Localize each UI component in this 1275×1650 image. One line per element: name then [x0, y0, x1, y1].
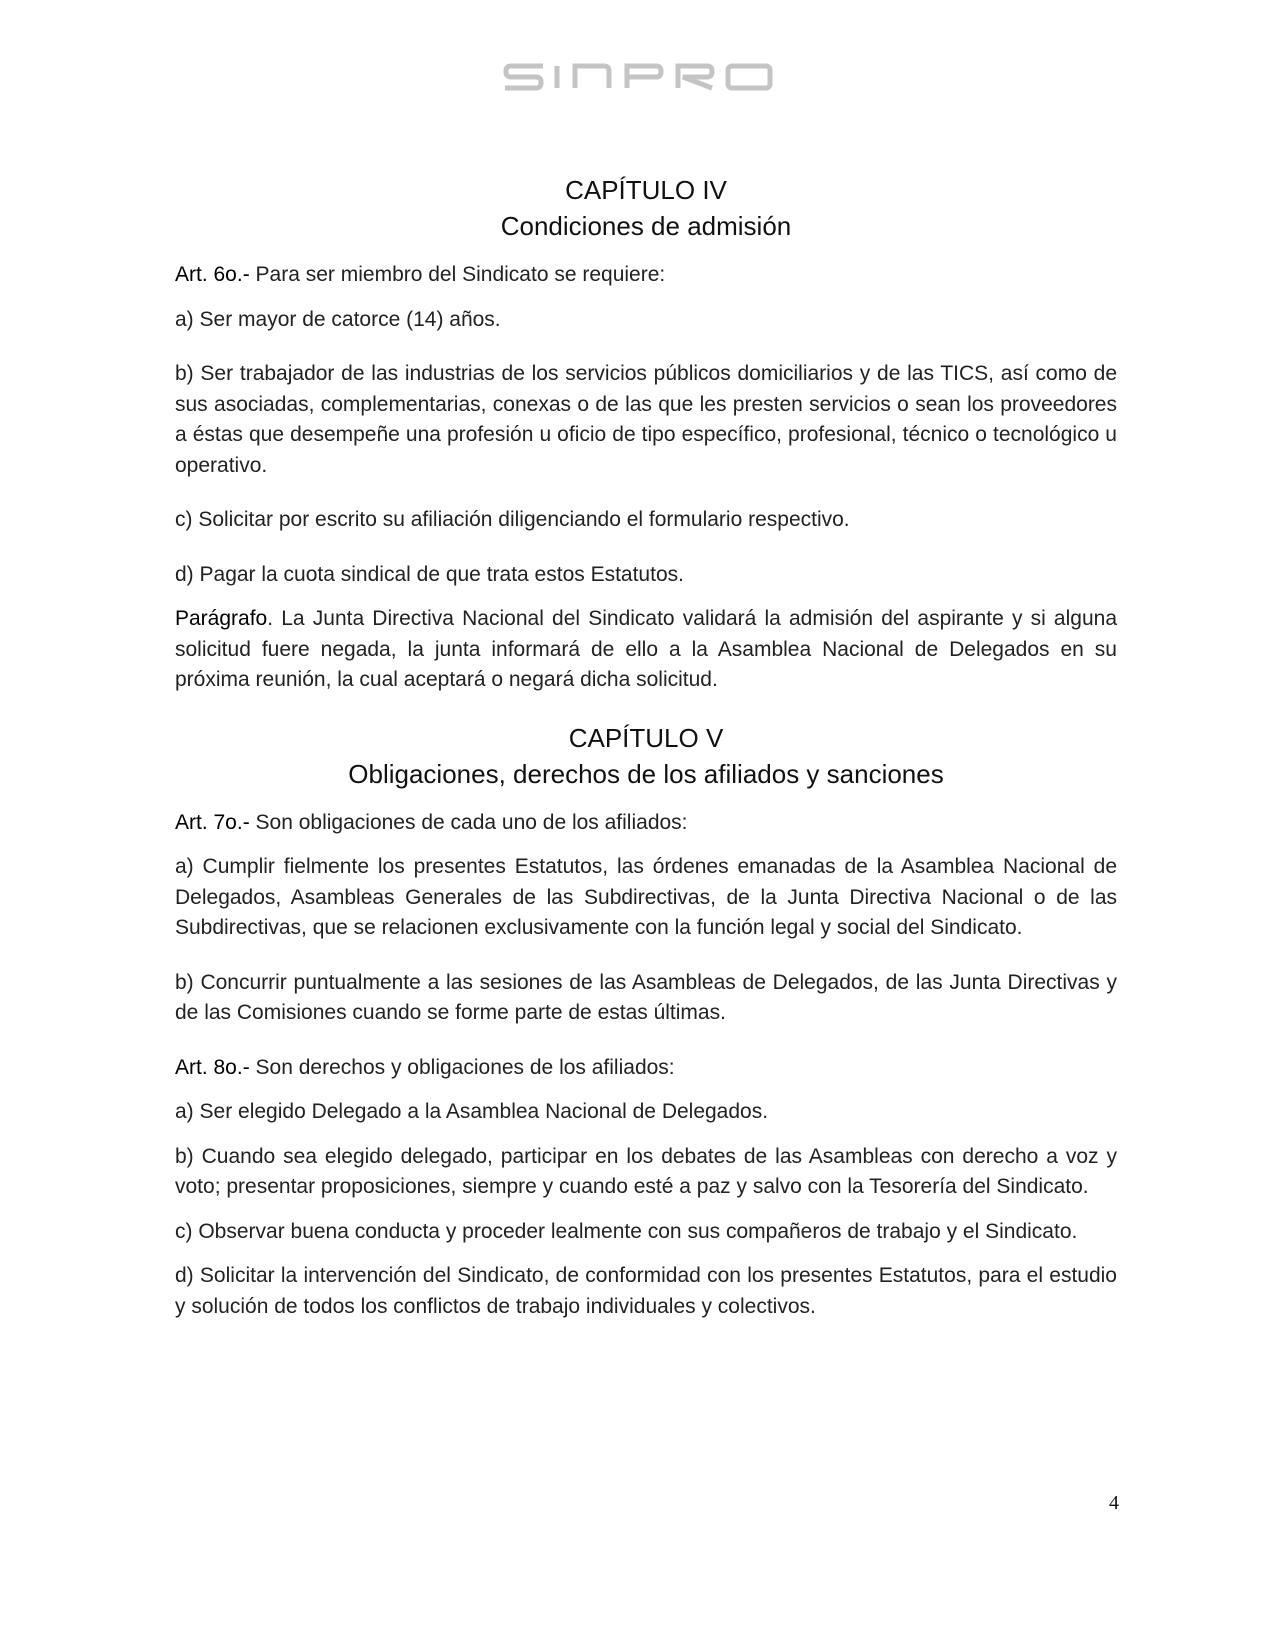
article-8-item-b: b) Cuando sea elegido delegado, participar en los debates de las Asambleas con derecho a voz y voto; presentar proposiciones, siempre y cuando esté a paz y salvo con la Tesorería del Sindicato.	[175, 1144, 1117, 1198]
article-7-text: Son obligaciones de cada uno de los afiliados:	[249, 810, 688, 834]
article-8-item-a: a) Ser elegido Delegado a la Asamblea Nacional de Delegados.	[175, 1100, 769, 1123]
document-body	[175, 172, 1117, 1336]
chapter-4-title: CAPÍTULO IV	[565, 175, 727, 205]
sinpro-logo-mark	[503, 62, 773, 92]
chapter-5-heading	[175, 720, 1117, 792]
article-6-label: Art. 6o.-	[175, 263, 250, 286]
article-8-item-d: d) Solicitar la intervención del Sindicato, de conformidad con los presentes Estatutos, para el estudio y solución de todos los conflictos de trabajo individuales y colectivos.	[175, 1264, 1117, 1318]
article-8-intro	[175, 1053, 1117, 1084]
article-6-text: Para ser miembro del Sindicato se requiere:	[249, 263, 666, 286]
page-number: 4	[1109, 1492, 1119, 1514]
paragraph-label: Parágrafo	[175, 607, 268, 630]
article-7-item-a: a) Cumplir fielmente los presentes Estatutos, las órdenes emanadas de la Asamblea Nacional de Delegados, Asambleas Generales de las Subdirectivas, de la Junta Directiva Nacional o de las Subdirectivas, que se relacionen exclusivamente con la función legal y social del Sindicato.	[175, 855, 1117, 939]
article-8-text: Son derechos y obligaciones de los afiliados:	[249, 1055, 675, 1079]
paragraph-text: . La Junta Directiva Nacional del Sindicato validará la admisión del aspirante y si alguna solicitud fuere negada, la junta informará de ello a la Asamblea Nacional de Delegados en su próxima reunión, la cual aceptará o negará dicha solicitud.	[175, 607, 1117, 691]
article-7-item-b: b) Concurrir puntualmente a las sesiones de las Asambleas de Delegados, de las Junta Directivas y de las Comisiones cuando se forme parte de estas últimas.	[175, 970, 1117, 1024]
chapter-5-subtitle: Obligaciones, derechos de los afiliados y sanciones	[348, 758, 944, 789]
chapter-4-heading	[175, 172, 1117, 244]
article-6-item-b: b) Ser trabajador de las industrias de los servicios públicos domiciliarios y de las TICS, así como de sus asociadas, complementarias, conexas o de las que les presten servicios o sean los proveedores a éstas que desempeñe una profesión u oficio de tipo específico, profesional, técnico o tecnológico u operativo.	[175, 362, 1117, 477]
article-8-item-c: c) Observar buena conducta y proceder lealmente con sus compañeros de trabajo y el Sindicato.	[175, 1219, 1078, 1243]
article-6-intro	[175, 260, 1117, 291]
article-6-paragraph	[175, 604, 1117, 696]
article-7-intro	[175, 808, 1117, 839]
article-8-label: Art. 8o.-	[175, 1055, 250, 1079]
sinpro-logo	[0, 62, 1275, 97]
article-7-label: Art. 7o.-	[175, 810, 250, 834]
chapter-5-title: CAPÍTULO V	[568, 722, 724, 753]
article-6-item-d: d) Pagar la cuota sindical de que trata estos Estatutos.	[175, 562, 684, 586]
article-6-item-a: a) Ser mayor de catorce (14) años.	[175, 307, 501, 331]
chapter-4-subtitle: Condiciones de admisión	[500, 211, 792, 241]
article-6-item-c: c) Solicitar por escrito su afiliación diligenciando el formulario respectivo.	[175, 508, 850, 531]
